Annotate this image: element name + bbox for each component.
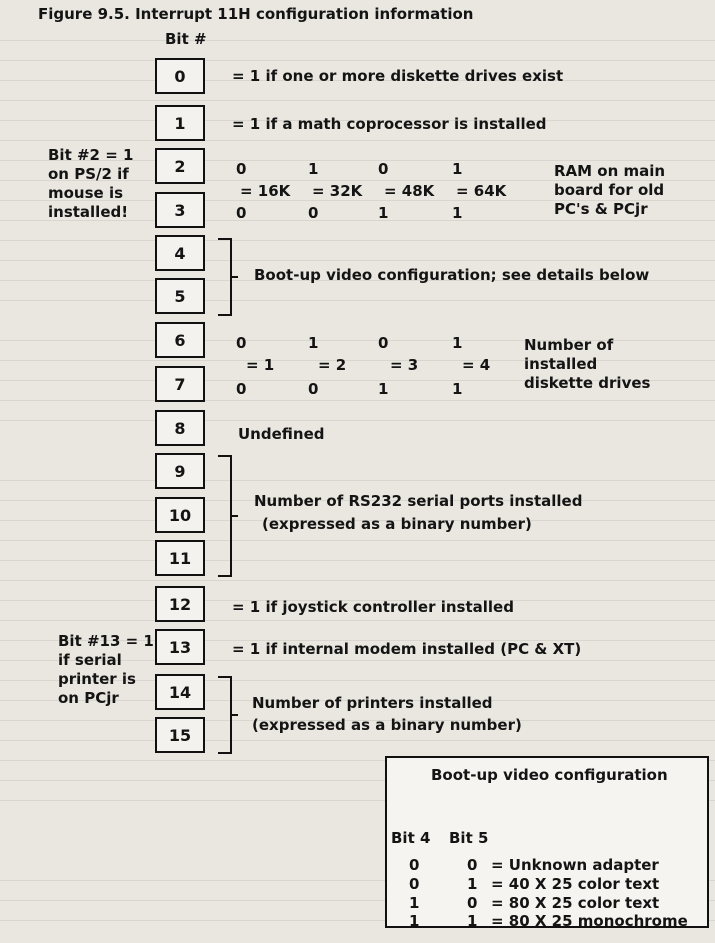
drives-top-value: 0	[236, 334, 247, 352]
video-bit5: 1	[467, 875, 478, 893]
ram-top-value: 1	[308, 160, 319, 178]
bit5-header: Bit 5	[449, 829, 489, 847]
ram-bottom-value: 1	[452, 204, 463, 222]
video-mode: = 40 X 25 color text	[491, 875, 660, 893]
ram-bottom-value: 1	[378, 204, 389, 222]
drives-bottom-value: 0	[308, 380, 319, 398]
brace-tick	[232, 515, 238, 517]
bit-cell: 12	[155, 586, 205, 622]
drives-bottom-value: 1	[378, 380, 389, 398]
serial-description: Number of RS232 serial ports installed	[254, 492, 583, 510]
video-bit5: 1	[467, 912, 478, 930]
bit0-description: = 1 if one or more diskette drives exist	[232, 67, 564, 85]
drives-note: Number of installed diskette drives	[524, 336, 651, 392]
printers-brace	[218, 676, 232, 754]
bit-cell: 10	[155, 497, 205, 533]
bit-cell: 8	[155, 410, 205, 446]
ram-size: = 32K	[312, 182, 363, 200]
video-mode: = Unknown adapter	[491, 856, 659, 874]
ram-top-value: 0	[378, 160, 389, 178]
bit-cell: 3	[155, 192, 205, 228]
drives-count: = 3	[390, 356, 419, 374]
bit12-description: = 1 if joystick controller installed	[232, 598, 514, 616]
bit-column-header: Bit #	[165, 30, 207, 48]
bit-cell: 0	[155, 58, 205, 94]
bit-cell: 15	[155, 717, 205, 753]
video-bit4: 1	[409, 912, 420, 930]
bit8-description: Undefined	[238, 425, 325, 443]
bit-cell: 13	[155, 629, 205, 665]
video-config-box	[385, 756, 709, 928]
bit13-description: = 1 if internal modem installed (PC & XT)	[232, 640, 582, 658]
video-bit4: 0	[409, 856, 420, 874]
ram-top-value: 0	[236, 160, 247, 178]
ram-top-value: 1	[452, 160, 463, 178]
brace-tick	[232, 276, 238, 278]
video-config-title: Boot-up video configuration	[431, 766, 668, 784]
video-bit4: 0	[409, 875, 420, 893]
ram-size: = 64K	[456, 182, 507, 200]
bits45-description: Boot-up video configuration; see details below	[254, 266, 650, 284]
drives-count: = 2	[318, 356, 347, 374]
video-bit5: 0	[467, 856, 478, 874]
video-mode: = 80 X 25 monochrome	[491, 912, 688, 930]
ram-bottom-value: 0	[236, 204, 247, 222]
bit-cell: 7	[155, 366, 205, 402]
ram-size: = 48K	[384, 182, 435, 200]
bit-cell: 11	[155, 540, 205, 576]
printers-description: Number of printers installed	[252, 694, 493, 712]
drives-bottom-value: 0	[236, 380, 247, 398]
bit-cell: 14	[155, 674, 205, 710]
serial-brace	[218, 455, 232, 577]
bit-cell: 9	[155, 453, 205, 489]
bit-cell: 4	[155, 235, 205, 271]
bit13-side-note: Bit #13 = 1 if serial printer is on PCjr	[58, 632, 154, 707]
printers-description-note: (expressed as a binary number)	[252, 716, 522, 734]
bits45-brace	[218, 238, 232, 316]
drives-bottom-value: 1	[452, 380, 463, 398]
video-bit5: 0	[467, 894, 478, 912]
drives-count: = 4	[462, 356, 491, 374]
bit2-side-note: Bit #2 = 1 on PS/2 if mouse is installed!	[48, 146, 134, 221]
drives-top-value: 0	[378, 334, 389, 352]
serial-description-note: (expressed as a binary number)	[262, 515, 532, 533]
bit-cell: 2	[155, 148, 205, 184]
bit4-header: Bit 4	[391, 829, 431, 847]
video-mode: = 80 X 25 color text	[491, 894, 660, 912]
ram-bottom-value: 0	[308, 204, 319, 222]
bit-cell: 6	[155, 322, 205, 358]
bit-cell: 5	[155, 278, 205, 314]
ram-note: RAM on main board for old PC's & PCjr	[554, 162, 666, 218]
bit1-description: = 1 if a math coprocessor is installed	[232, 115, 547, 133]
ram-size: = 16K	[240, 182, 291, 200]
video-bit4: 1	[409, 894, 420, 912]
drives-count: = 1	[246, 356, 275, 374]
drives-top-value: 1	[452, 334, 463, 352]
drives-top-value: 1	[308, 334, 319, 352]
brace-tick	[232, 714, 238, 716]
bit-cell: 1	[155, 105, 205, 141]
figure-title: Figure 9.5. Interrupt 11H configuration information	[38, 5, 474, 23]
